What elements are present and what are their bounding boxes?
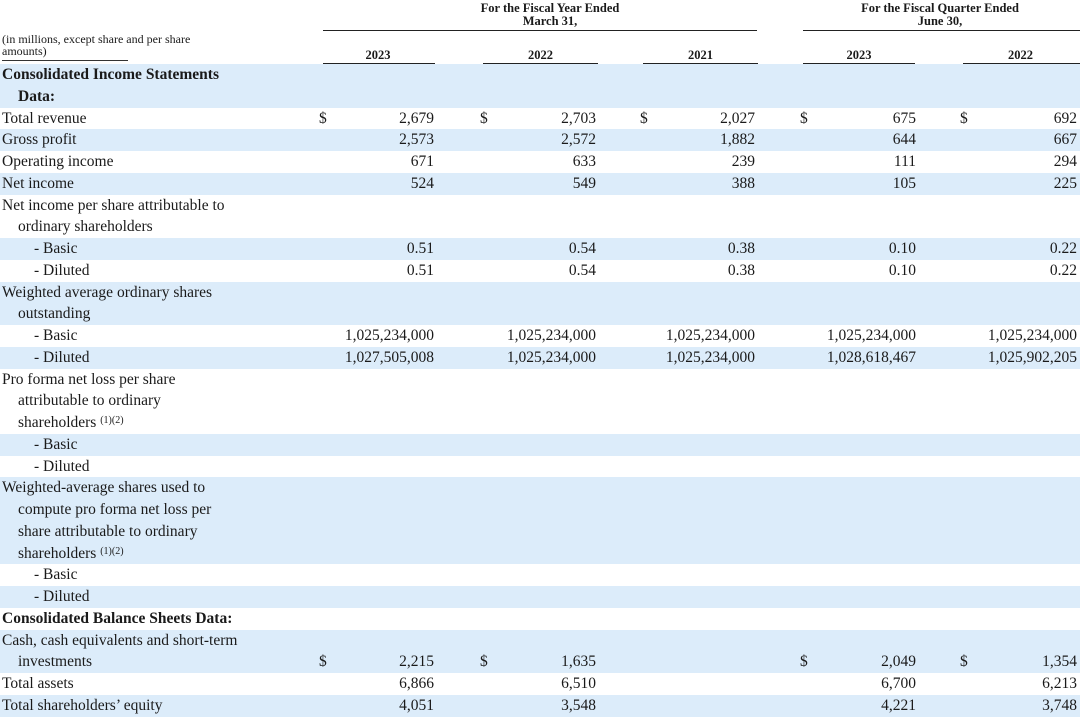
row-label: Pro forma net loss per share <box>2 370 176 388</box>
currency-symbol-fy2022: $ <box>480 653 488 671</box>
year-header-fy2023: 2023 <box>365 48 391 62</box>
footnote-marker: (1)(2) <box>100 415 124 426</box>
fiscal-quarter-title-line2: June 30, <box>917 14 963 28</box>
row-label: Weighted-average shares used to <box>2 479 206 497</box>
currency-symbol-fq2023: $ <box>800 109 808 127</box>
cell-fy2022: 549 <box>572 174 596 192</box>
cell-fy2023: 4,051 <box>399 696 434 714</box>
cell-fy2021: 2,027 <box>720 109 755 127</box>
fiscal-year-title-line1: For the Fiscal Year Ended <box>480 1 620 15</box>
row-label: - Basic <box>34 240 78 257</box>
cell-fy2021: 239 <box>731 153 755 170</box>
table-row-operating-income <box>0 151 1080 173</box>
cell-fq2023: 4,221 <box>881 696 916 714</box>
cell-fq2023: 6,700 <box>881 675 916 692</box>
cell-fy2023: 2,215 <box>399 653 434 671</box>
financial-data-table <box>0 64 1080 717</box>
table-row-wavg-pf-diluted <box>0 586 1080 608</box>
cell-fq2022: 294 <box>1053 153 1077 170</box>
footnote-marker: (1)(2) <box>100 545 124 557</box>
cell-fq2022: 1,354 <box>1042 653 1077 671</box>
table-row-total-assets <box>0 673 1080 695</box>
row-label: Net income per share attributable to <box>2 196 225 214</box>
row-label: Cash, cash equivalents and short-term <box>2 631 238 649</box>
cell-fq2023: 1,028,618,467 <box>826 348 916 366</box>
currency-symbol-fq2022: $ <box>960 653 968 671</box>
cell-fy2022: 2,572 <box>561 131 596 149</box>
cell-fq2023: 111 <box>893 153 916 170</box>
fiscal-quarter-group-rule <box>803 30 1080 31</box>
cell-fq2022: 0.22 <box>1049 261 1077 279</box>
table-row-proforma-diluted <box>0 456 1080 478</box>
cell-fq2023: 105 <box>892 174 916 192</box>
cell-fy2022: 633 <box>572 153 596 170</box>
row-label: Total revenue <box>2 109 87 127</box>
cell-fq2023: 0.10 <box>888 261 916 279</box>
year-header-fy2021: 2021 <box>688 48 713 62</box>
table-row-sec-income <box>0 64 1080 86</box>
table-row-wavg-pf-heading-3 <box>0 521 1080 543</box>
cell-fq2022: 1,025,902,205 <box>987 348 1077 366</box>
row-label: - Basic <box>34 566 78 584</box>
row-label: - Basic <box>34 327 78 344</box>
table-row-sec-balance <box>0 608 1080 630</box>
row-label: shareholders $^{(1)(2)}$ <box>18 544 124 562</box>
row-label: outstanding <box>18 305 91 323</box>
table-row-net-income <box>0 173 1080 195</box>
table-row-total-revenue <box>0 108 1080 130</box>
fiscal-quarter-title-line1: For the Fiscal Quarter Ended <box>861 1 1019 15</box>
cell-fy2022: 6,510 <box>561 675 596 692</box>
row-label: ordinary shareholders <box>18 218 153 236</box>
table-row-wavg-pf-heading-4 <box>0 543 1080 565</box>
table-row-cash-heading <box>0 630 1080 652</box>
currency-symbol-fy2023: $ <box>319 653 327 671</box>
cell-fy2023: 1,025,234,000 <box>344 327 434 344</box>
currency-symbol-fy2022: $ <box>480 109 488 127</box>
row-label: attributable to ordinary <box>18 392 161 410</box>
cell-fy2021: 0.38 <box>727 261 755 279</box>
table-row-eps-basic <box>0 238 1080 260</box>
units-note: (in millions, except share and per share amounts) <box>2 32 191 58</box>
cell-fq2023: 0.10 <box>888 240 916 257</box>
row-label: shareholders $^{(1)(2)}$ <box>18 414 124 431</box>
cell-fy2021: 388 <box>731 174 755 192</box>
row-label: compute pro forma net loss per <box>18 501 212 518</box>
row-label: Operating income <box>2 153 114 170</box>
cell-fq2022: 6,213 <box>1042 675 1077 692</box>
year-header-fy2022: 2022 <box>528 48 553 62</box>
row-label: investments <box>18 653 93 671</box>
table-row-eps-heading <box>0 195 1080 217</box>
currency-symbol-fq2022: $ <box>960 109 968 127</box>
cell-fy2023: 0.51 <box>406 240 434 257</box>
cell-fy2023: 2,679 <box>399 109 434 127</box>
cell-fy2022: 0.54 <box>568 240 596 257</box>
units-note-rule <box>2 60 128 61</box>
cell-fy2023: 671 <box>410 153 434 170</box>
table-row-wavg-heading-cont <box>0 303 1080 325</box>
cell-fy2023: 1,027,505,008 <box>344 348 434 366</box>
cell-fq2023: 644 <box>892 131 916 149</box>
cell-fy2022: 1,025,234,000 <box>506 348 596 366</box>
table-row-wavg-diluted <box>0 347 1080 369</box>
cell-fq2022: 667 <box>1053 131 1077 149</box>
row-label: - Diluted <box>34 588 90 605</box>
cell-fq2022: 0.22 <box>1049 240 1077 257</box>
table-row-gross-profit <box>0 129 1080 151</box>
table-row-wavg-pf-basic <box>0 564 1080 586</box>
cell-fy2022: 0.54 <box>568 261 596 279</box>
cell-fy2023: 524 <box>410 174 434 192</box>
table-row-proforma-heading <box>0 369 1080 391</box>
cell-fy2022: 1,635 <box>561 653 596 671</box>
table-row-proforma-basic <box>0 434 1080 456</box>
table-row-proforma-heading-2 <box>0 390 1080 412</box>
row-label: Data: <box>18 87 56 105</box>
year-header-fq2023: 2023 <box>846 48 872 62</box>
table-row-wavg-pf-heading <box>0 477 1080 499</box>
cell-fq2023: 1,025,234,000 <box>826 327 916 344</box>
currency-symbol-fq2023: $ <box>800 653 808 671</box>
row-label: Consolidated Balance Sheets Data: <box>2 609 233 627</box>
cell-fy2021: 1,882 <box>720 131 755 149</box>
cell-fy2022: 3,548 <box>561 696 596 714</box>
cell-fq2022: 225 <box>1053 174 1077 192</box>
row-label: Total shareholders’ equity <box>2 696 163 714</box>
year-header-fq2022: 2022 <box>1008 48 1033 62</box>
cell-fq2023: 2,049 <box>881 653 916 671</box>
row-label: Gross profit <box>2 131 77 149</box>
table-row-wavg-pf-heading-2 <box>0 499 1080 521</box>
cell-fy2023: 0.51 <box>406 261 434 279</box>
row-label: share attributable to ordinary <box>18 522 198 540</box>
cell-fy2023: 6,866 <box>399 675 434 692</box>
cell-fy2022: 1,025,234,000 <box>506 327 596 344</box>
table-row-wavg-basic <box>0 325 1080 347</box>
cell-fy2023: 2,573 <box>399 131 434 149</box>
cell-fy2022: 2,703 <box>561 109 596 127</box>
table-row-eps-heading-cont <box>0 216 1080 238</box>
cell-fy2021: 0.38 <box>727 240 755 257</box>
table-row-wavg-heading <box>0 282 1080 304</box>
row-label: - Diluted <box>34 348 90 366</box>
row-label: Weighted average ordinary shares <box>2 283 213 301</box>
table-row-cash-investments <box>0 651 1080 673</box>
table-row-sec-income-cont <box>0 86 1080 108</box>
row-label: - Diluted <box>34 457 90 475</box>
cell-fq2023: 675 <box>892 109 916 127</box>
table-header <box>0 0 1080 64</box>
fiscal-year-title-line2: March 31, <box>522 14 578 28</box>
row-label: - Diluted <box>34 261 90 279</box>
row-label: Net income <box>2 174 74 192</box>
row-label: - Basic <box>34 435 78 453</box>
cell-fy2021: 1,025,234,000 <box>665 348 755 366</box>
fiscal-year-group-rule <box>323 30 757 31</box>
currency-symbol-fy2021: $ <box>640 109 648 127</box>
cell-fq2022: 1,025,234,000 <box>987 327 1077 344</box>
cell-fy2021: 1,025,234,000 <box>665 327 755 344</box>
fiscal-quarter-group-title <box>830 2 1050 28</box>
currency-symbol-fy2023: $ <box>319 109 327 127</box>
cell-fq2022: 692 <box>1053 109 1077 127</box>
row-label: Consolidated Income Statements <box>2 66 219 83</box>
table-row-proforma-heading-3 <box>0 412 1080 434</box>
row-label: Total assets <box>2 675 74 692</box>
table-row-eps-diluted <box>0 260 1080 282</box>
table-row-total-equity <box>0 695 1080 717</box>
fiscal-year-group-title <box>440 2 660 28</box>
cell-fq2022: 3,748 <box>1042 696 1077 714</box>
